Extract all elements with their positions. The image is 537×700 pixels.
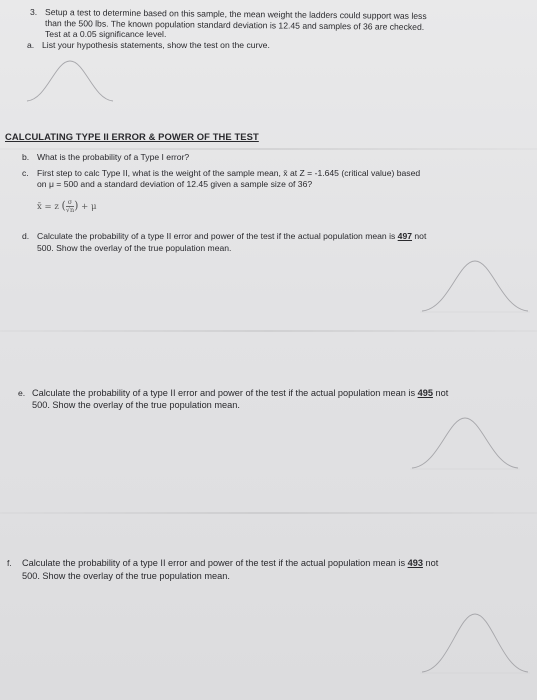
question-text-line-1: Setup a test to determine based on this sample, the mean weight the ladders could support was less (44, 7, 427, 21)
section-heading: CALCULATING TYPE II ERROR & POWER OF THE TEST (5, 131, 259, 142)
part-a-text: List your hypothesis statements, show the test on the curve. (42, 40, 270, 50)
part-c-line-2: on μ = 500 and a standard deviation of 12.45 given a sample size of 36? (37, 179, 313, 189)
part-f-letter: f. (7, 558, 12, 568)
part-c-letter: c. (22, 168, 29, 178)
part-d-letter: d. (22, 231, 30, 241)
part-e-mean: 495 (417, 388, 433, 398)
bell-curve-f (420, 608, 530, 678)
paper-fold (0, 512, 537, 514)
part-e-text: Calculate the probability of a type II error and power of the test if the actual population mean is 495 not (32, 388, 449, 398)
formula-frac-den: √n (65, 206, 75, 214)
paper-fold (0, 148, 537, 150)
formula-frac-num: σ (67, 198, 73, 206)
part-f-mean: 493 (407, 558, 423, 568)
part-f-line-2: 500. Show the overlay of the true population mean. (22, 571, 230, 581)
part-b-text: What is the probability of a Type I error? (37, 152, 190, 162)
formula-rhs: + μ (81, 202, 97, 212)
bell-curve-e (410, 412, 520, 472)
part-c-line-1: First step to calc Type II, what is the weight of the sample mean, x̄ at Z = -1.645 (critical value) based (37, 168, 421, 178)
part-e-line-2: 500. Show the overlay of the true population mean. (32, 400, 240, 410)
question-text-line-3: Test at a 0.05 significance level. (45, 29, 167, 39)
question-text-line-2: than the 500 lbs. The known population standard deviation is 12.45 and samples of 36 are checked. (44, 18, 425, 32)
part-e-letter: e. (18, 388, 26, 398)
bell-curve-d (420, 255, 530, 315)
paper-fold (0, 330, 537, 332)
formula-lhs: x̄ = z (37, 202, 59, 212)
formula: x̄ = z ( $\frac{\sigma}{√n}$ ) + μ (37, 198, 97, 214)
part-d-line-2: 500. Show the overlay of the true population mean. (37, 243, 232, 253)
part-a-letter: a. (27, 40, 35, 50)
part-d-text: Calculate the probability of a type II error and power of the test if the actual population mean is 497 not (37, 231, 427, 241)
part-f-text: Calculate the probability of a type II error and power of the test if the actual population mean is 493 not (22, 558, 439, 568)
part-d-mean: 497 (397, 231, 413, 241)
part-b-letter: b. (22, 152, 30, 162)
bell-curve-a (25, 55, 115, 105)
question-number: 3. (30, 7, 38, 17)
